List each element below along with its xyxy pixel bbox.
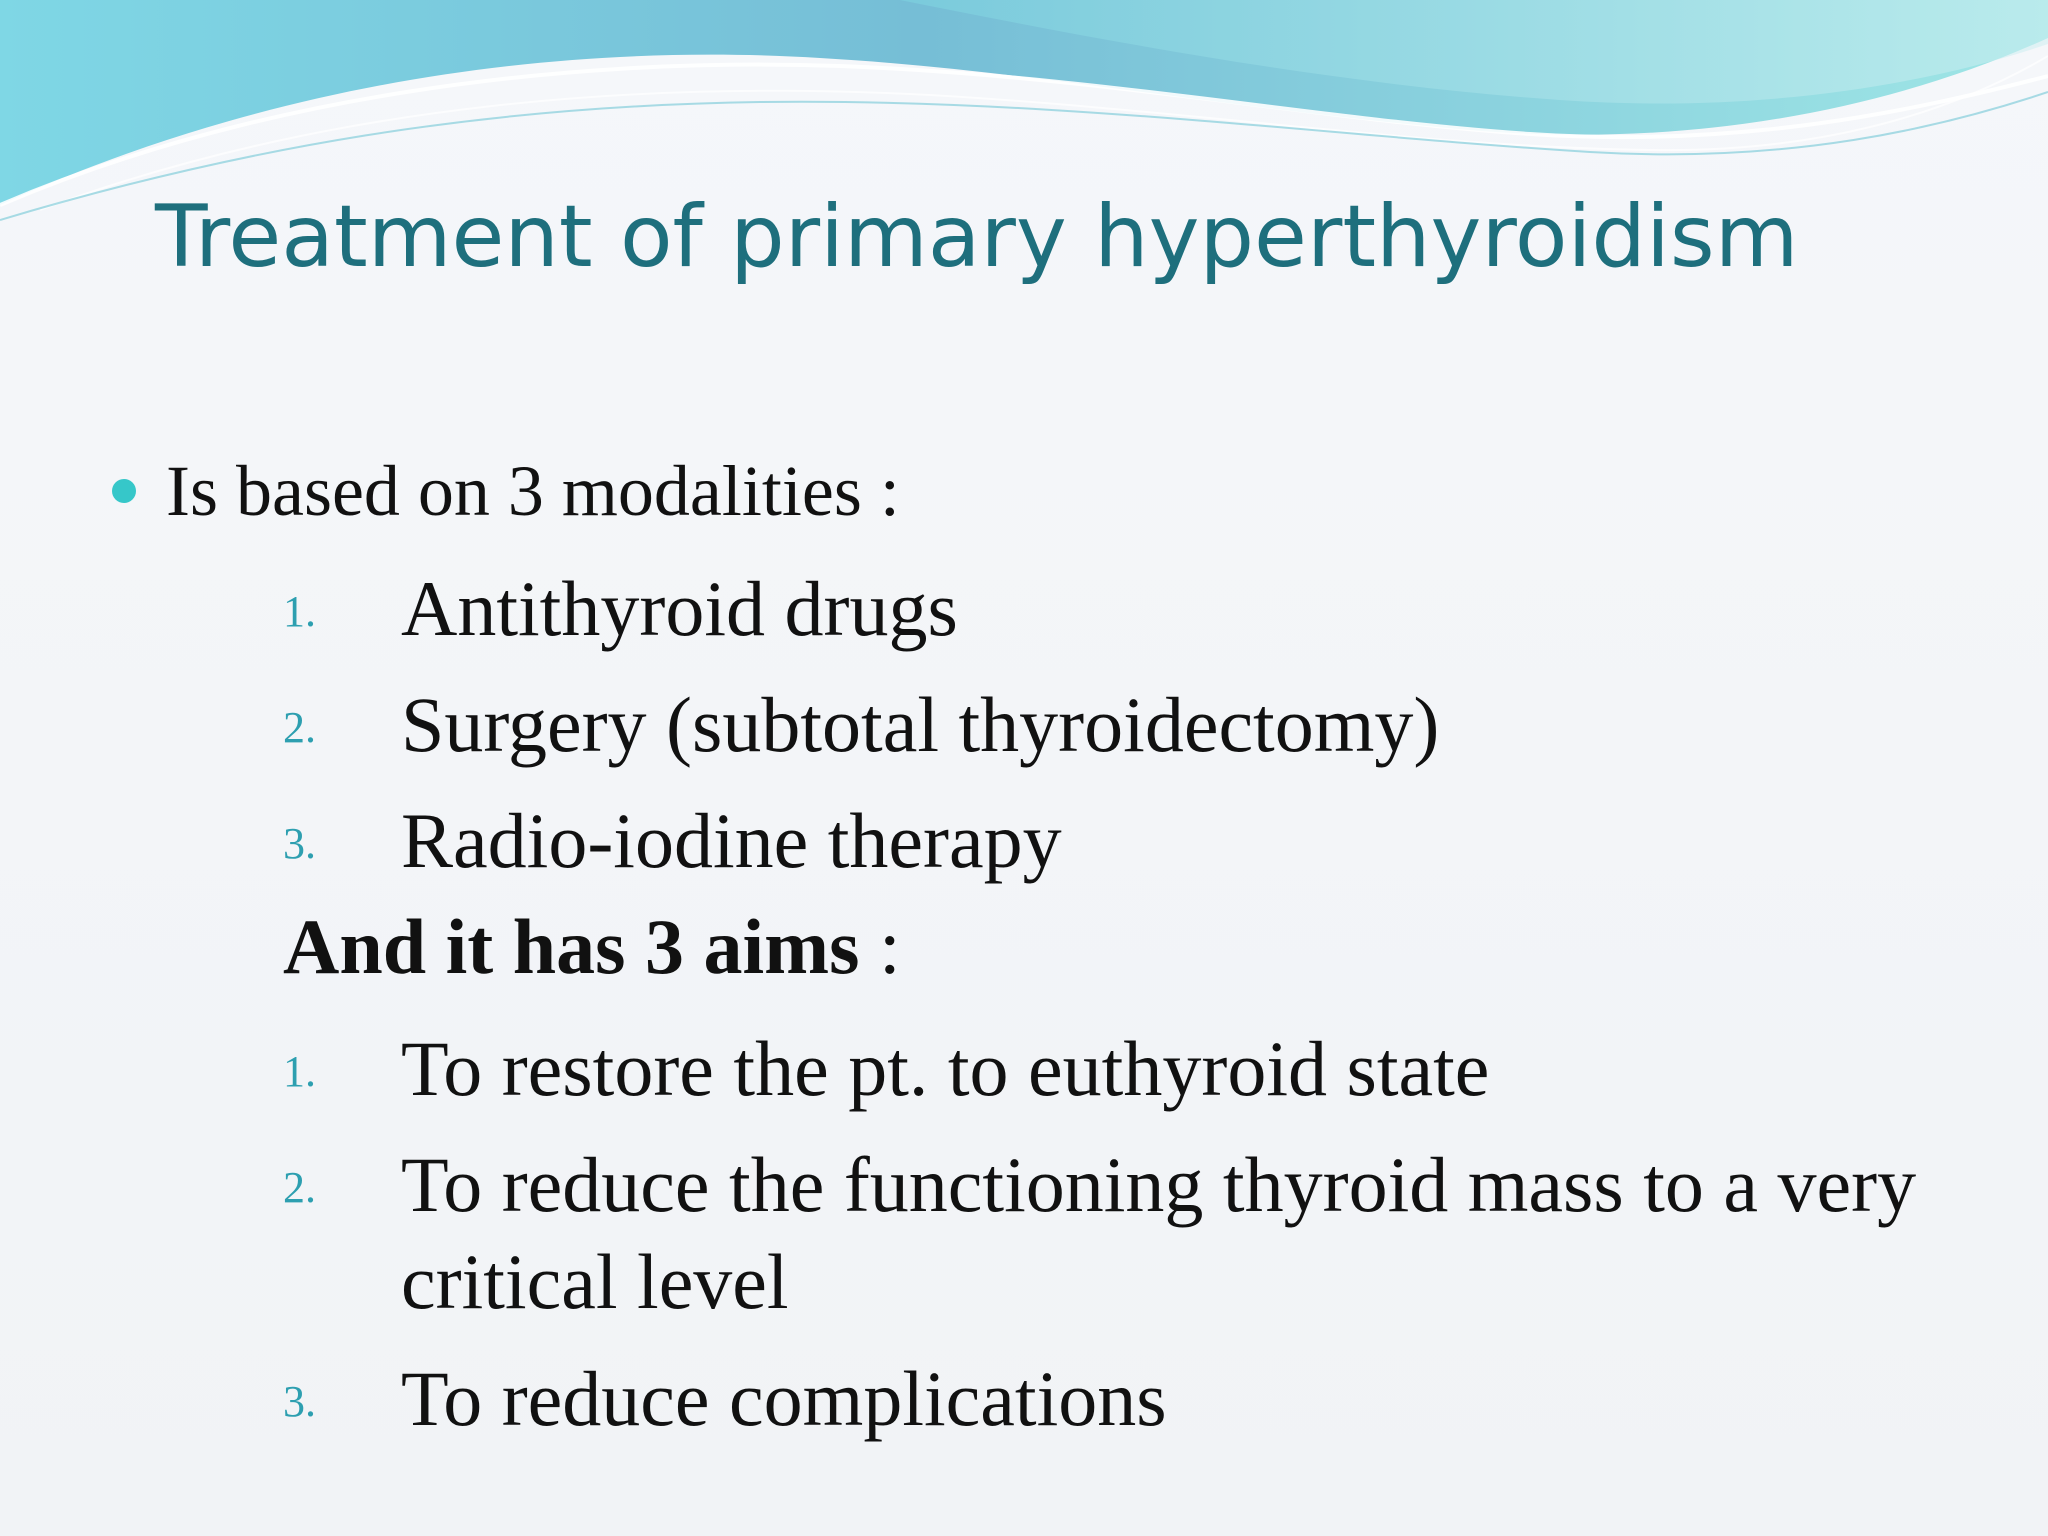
bullet-icon (112, 479, 136, 503)
intro-bullet-line (112, 451, 900, 531)
modality-text: Surgery (subtotal thyroidectomy) (401, 681, 1440, 768)
aim-text: To restore the pt. to euthyroid state (401, 1025, 1490, 1112)
slide-title: Treatment of primary hyperthyroidism (155, 187, 1799, 287)
aim-item (283, 1350, 1167, 1447)
aim-number: 3. (283, 1377, 316, 1426)
modality-number: 3. (283, 819, 316, 868)
aim-text: To reduce complications (401, 1355, 1167, 1442)
modality-number: 2. (283, 703, 316, 752)
aims-heading (283, 900, 901, 994)
aim-number: 1. (283, 1047, 316, 1096)
aim-item (283, 1136, 2001, 1330)
modality-item (283, 676, 1439, 773)
modality-item (283, 560, 958, 657)
modality-text: Antithyroid drugs (401, 565, 958, 652)
aim-number: 2. (283, 1163, 316, 1212)
intro-bullet-text: Is based on 3 modalities : (166, 451, 900, 531)
aims-heading-suffix: : (859, 903, 901, 990)
aims-heading-bold: And it has 3 aims (283, 903, 860, 990)
aim-item (283, 1020, 1489, 1117)
modality-item (283, 792, 1062, 889)
modality-text: Radio-iodine therapy (401, 797, 1062, 884)
modality-number: 1. (283, 587, 316, 636)
aim-text: To reduce the functioning thyroid mass to a very critical level (401, 1141, 1917, 1325)
